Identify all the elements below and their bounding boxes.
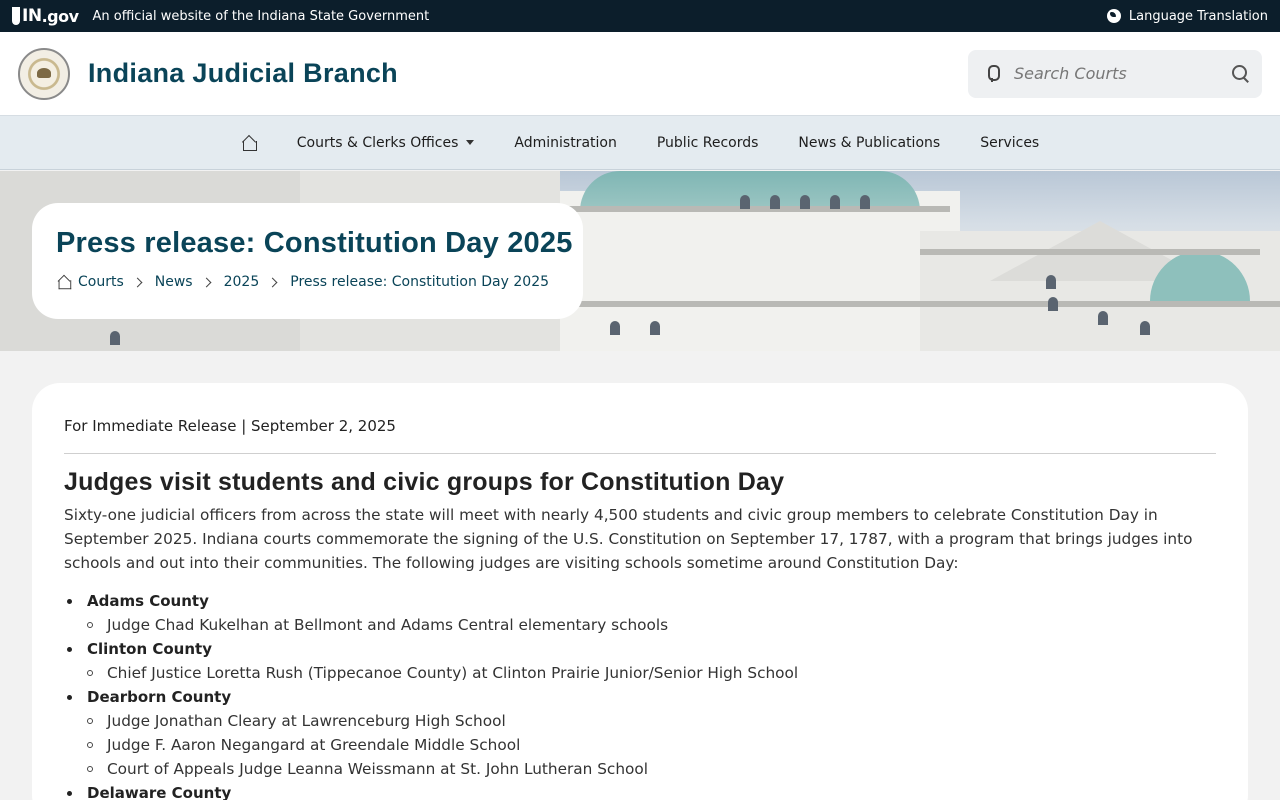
chevron-right-icon (132, 277, 142, 287)
list-item (64, 709, 1216, 733)
search-icon[interactable] (1232, 65, 1250, 83)
caret-down-icon (466, 140, 474, 145)
article-heading: Judges visit students and civic groups for Constitution Day (64, 468, 785, 496)
list-item (64, 637, 1216, 661)
visit-text: Chief Justice Loretta Rush (Tippecanoe County) at Clinton Prairie Junior/Senior High School (107, 664, 799, 682)
search-input[interactable] (1014, 64, 1232, 83)
home-icon (241, 135, 257, 151)
bullet-icon (87, 742, 93, 748)
visit-text: Judge F. Aaron Negangard at Greendale Middle School (107, 736, 521, 754)
list-item (64, 613, 1216, 637)
ingov-logo[interactable] (12, 6, 79, 26)
ingov-logo-in: IN (22, 6, 42, 26)
list-item (64, 661, 1216, 685)
breadcrumb (56, 274, 559, 290)
county-name: Clinton County (87, 640, 212, 658)
site-header (0, 32, 1280, 116)
page-title: Press release: Constitution Day 2025 (56, 227, 573, 259)
visit-text: Judge Jonathan Cleary at Lawrenceburg High School (107, 712, 506, 730)
nav-courts-clerks-label: Courts & Clerks Offices (296, 134, 459, 151)
language-translation-label: Language Translation (1128, 8, 1268, 24)
microphone-icon[interactable] (984, 65, 1000, 83)
nav-news-publications[interactable]: News & Publications (798, 134, 941, 151)
bullet-icon (67, 599, 72, 604)
nav-courts-clerks[interactable] (297, 135, 475, 151)
county-name: Adams County (87, 592, 209, 610)
chevron-right-icon (201, 277, 211, 287)
breadcrumb-courts[interactable]: Courts (78, 274, 124, 290)
breadcrumb-news[interactable]: News (154, 274, 193, 290)
visit-text: Judge Chad Kukelhan at Bellmont and Adams Central elementary schools (107, 616, 669, 634)
ingov-logo-gov: .gov (41, 6, 79, 26)
nav-home[interactable] (241, 135, 257, 151)
county-list (64, 589, 1216, 800)
article-intro: Sixty-one judicial officers from across the state will meet with nearly 4,500 students and civic group members to celebrate Constitution Day in September 2025. Indiana courts commemorate the signing of the U.S. Constitution on September 17, 1787, with a program that brings judges into schools and out into their communities. The following judges are visiting schools sometime around Constitution Day: (64, 506, 1193, 572)
breadcrumb-2025[interactable]: 2025 (223, 274, 260, 290)
official-website-text: An official website of the Indiana State Government (92, 8, 430, 24)
list-item (64, 733, 1216, 757)
list-item (64, 589, 1216, 613)
breadcrumb-home-icon[interactable] (57, 275, 71, 289)
visit-text: Court of Appeals Judge Leanna Weissmann at St. John Lutheran School (107, 760, 649, 778)
county-name: Delaware County (87, 784, 232, 800)
bullet-icon (67, 791, 72, 796)
bullet-icon (87, 622, 93, 628)
list-item (64, 757, 1216, 781)
bullet-icon (87, 718, 93, 724)
site-title[interactable]: Indiana Judicial Branch (88, 58, 398, 88)
ingov-mark-icon (12, 7, 20, 25)
bullet-icon (87, 766, 93, 772)
divider (64, 453, 1216, 454)
search-box (968, 50, 1262, 98)
chevron-right-icon (268, 277, 278, 287)
language-translation-button[interactable] (1107, 9, 1268, 24)
official-banner (0, 0, 1280, 32)
article-card (32, 383, 1248, 800)
release-line: For Immediate Release | September 2, 2025 (64, 417, 396, 435)
main-nav (0, 116, 1280, 170)
county-name: Dearborn County (87, 688, 232, 706)
state-seal-logo[interactable] (18, 48, 70, 100)
list-item (64, 685, 1216, 709)
globe-icon (1107, 9, 1121, 23)
breadcrumb-current: Press release: Constitution Day 2025 (290, 274, 550, 290)
list-item (64, 781, 1216, 800)
page-title-card (32, 203, 583, 319)
bullet-icon (87, 670, 93, 676)
nav-services[interactable]: Services (980, 134, 1040, 151)
bullet-icon (67, 647, 72, 652)
bullet-icon (67, 695, 72, 700)
nav-administration[interactable]: Administration (514, 134, 617, 151)
nav-public-records[interactable]: Public Records (656, 134, 759, 151)
